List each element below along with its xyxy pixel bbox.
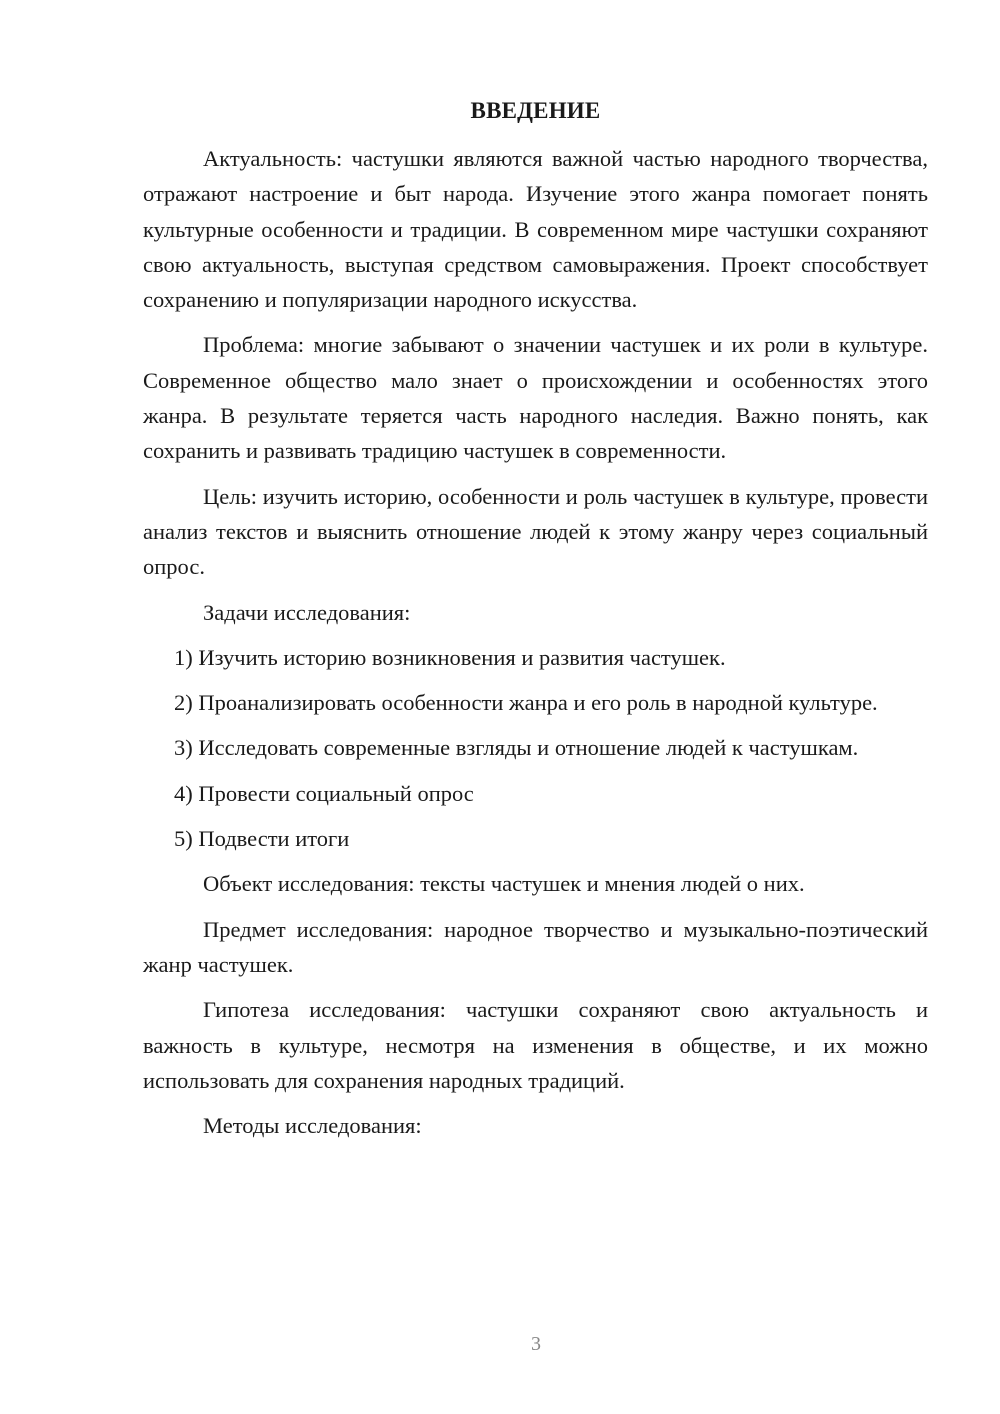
problem-paragraph: Проблема: многие забывают о значении частушек и их роли в культуре. Современное общество мало знает о происхождении и особенностях этого жанра. В результате теряется часть народного наследия. Важно понять, как сохранить и развивать традицию частушек в современности. <box>143 332 928 464</box>
task-item-5: 5) Подвести итоги <box>174 826 350 852</box>
task-item-4: 4) Провести социальный опрос <box>174 780 474 806</box>
task-item-1: 1) Изучить историю возникновения и развития частушек. <box>174 644 726 670</box>
page-title: ВВЕДЕНИЕ <box>470 98 601 123</box>
hypothesis-paragraph: Гипотеза исследования: частушки сохраняют свою актуальность и важность в культуре, несмотря на изменения в обществе, и их можно использовать для сохранения народных традиций. <box>143 997 928 1093</box>
object-paragraph: Объект исследования: тексты частушек и мнения людей о них. <box>203 871 805 897</box>
task-item-3: 3) Исследовать современные взгляды и отношение людей к частушкам. <box>174 735 859 761</box>
task-item-2: 2) Проанализировать особенности жанра и его роль в народной культуре. <box>174 690 878 716</box>
relevance-paragraph: Актуальность: частушки являются важной частью народного творчества, отражают настроение и быт народа. Изучение этого жанра помогает понять культурные особенности и традиции. В современном мире частушки сохраняют свою актуальность, выступая средством самовыражения. Проект способствует сохранению и популяризации народного искусства. <box>143 146 928 313</box>
document-page <box>143 96 928 1153</box>
methods-heading: Методы исследования: <box>203 1113 422 1139</box>
subject-paragraph: Предмет исследования: народное творчество и музыкально-поэтический жанр частушек. <box>143 916 928 977</box>
goal-paragraph: Цель: изучить историю, особенности и роль частушек в культуре, провести анализ текстов и выяснить отношение людей к этому жанру через социальный опрос. <box>143 483 928 580</box>
page-number: 3 <box>531 1333 541 1355</box>
tasks-heading: Задачи исследования: <box>203 599 411 625</box>
